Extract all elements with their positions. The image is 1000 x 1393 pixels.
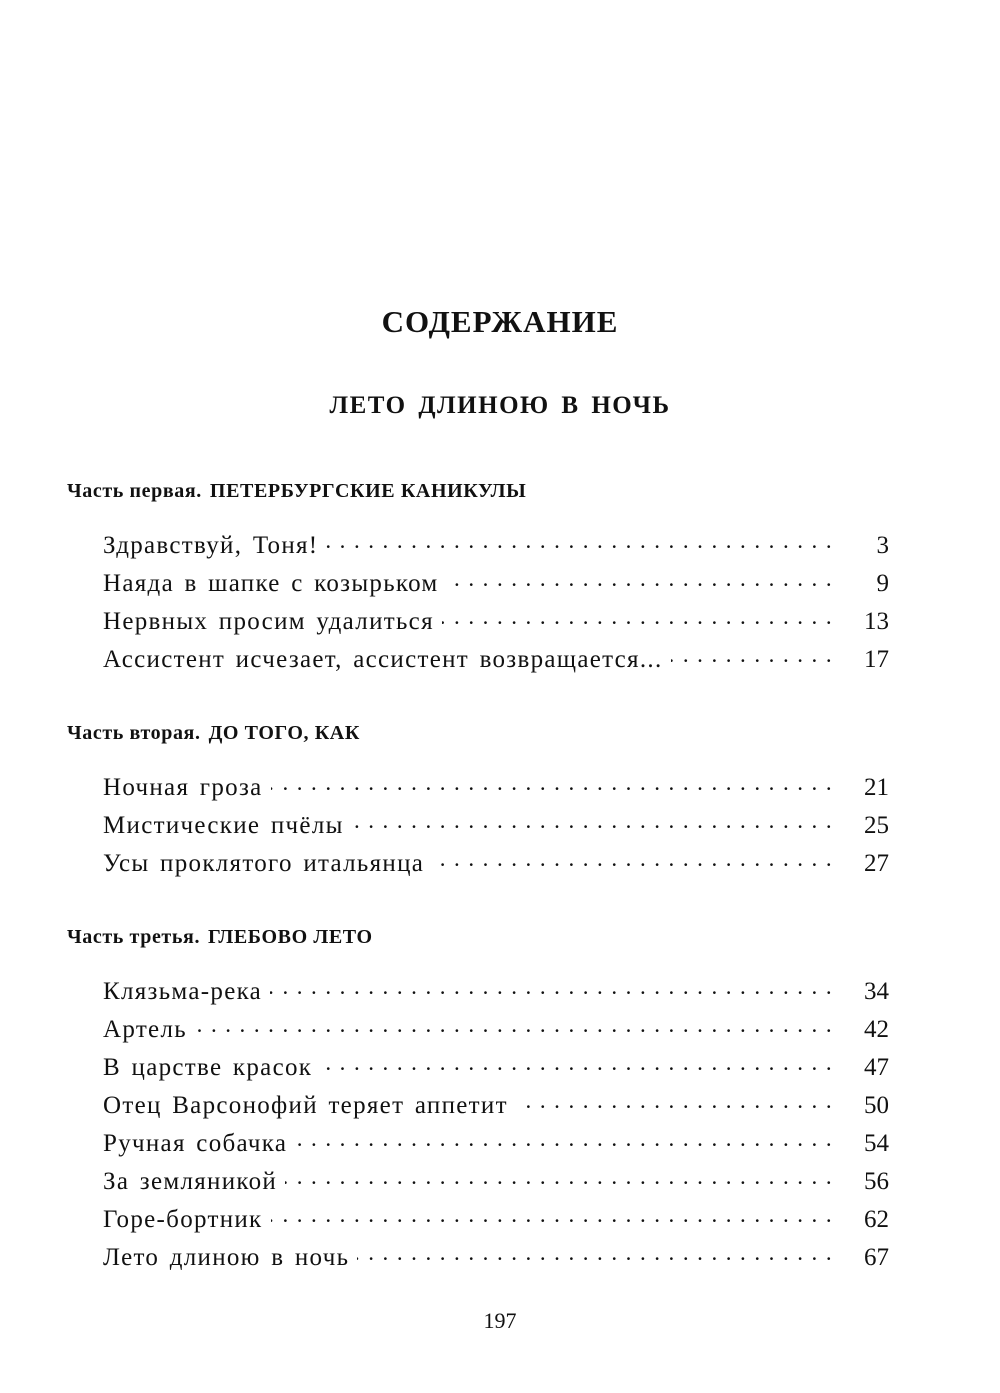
toc-entry[interactable] — [103, 1088, 889, 1126]
toc-entry[interactable] — [103, 1202, 889, 1240]
chapter-page: 47 — [864, 1054, 889, 1081]
chapter-page: 17 — [864, 646, 889, 673]
chapter-page: 3 — [876, 532, 889, 559]
toc-section — [103, 770, 889, 884]
part-heading — [67, 722, 360, 745]
toc-entry[interactable] — [103, 1240, 889, 1278]
chapter-page: 13 — [864, 608, 889, 635]
leader-dots — [271, 770, 833, 795]
toc-entry[interactable] — [103, 1164, 889, 1202]
toc-entry[interactable] — [103, 528, 889, 566]
chapter-page: 67 — [864, 1244, 889, 1271]
chapter-title: Ночная гроза — [103, 774, 263, 801]
toc-entry[interactable] — [103, 770, 889, 808]
chapter-title: За земляникой — [103, 1168, 278, 1195]
chapter-page: 9 — [876, 570, 889, 597]
toc-entry[interactable] — [103, 566, 889, 604]
leader-dots — [271, 1202, 834, 1227]
chapter-page: 54 — [864, 1130, 889, 1157]
toc-entry[interactable] — [103, 1012, 889, 1050]
chapter-page: 56 — [864, 1168, 889, 1195]
chapter-title: Ручная собачка — [103, 1130, 288, 1157]
toc-entry[interactable] — [103, 974, 889, 1012]
chapter-title: Лето длиною в ночь — [103, 1244, 350, 1271]
part-label: Часть вторая. — [67, 722, 201, 744]
chapter-title: Наяда в шапке с козырьком — [103, 570, 439, 597]
leader-dots — [516, 1088, 833, 1113]
chapter-title: Мистические пчёлы — [103, 812, 344, 839]
chapter-page: 25 — [864, 812, 889, 839]
page-title: СОДЕРЖАНИЕ — [381, 304, 619, 339]
toc-section — [103, 974, 889, 1278]
chapter-title: Усы проклятого итальянца — [103, 850, 425, 877]
part-heading — [67, 926, 373, 949]
part-label: Часть третья. — [67, 926, 201, 948]
chapter-page: 34 — [864, 978, 889, 1005]
chapter-page: 62 — [864, 1206, 889, 1233]
toc-entry[interactable] — [103, 808, 889, 846]
part-name: ГЛЕБОВО ЛЕТО — [208, 926, 373, 948]
leader-dots — [295, 1126, 833, 1151]
part-label: Часть первая. — [67, 480, 202, 502]
toc-section — [103, 528, 889, 680]
chapter-title: Клязьма-река — [103, 978, 263, 1005]
chapter-page: 42 — [864, 1016, 889, 1043]
part-name: ДО ТОГО, КАК — [208, 722, 360, 744]
leader-dots — [442, 604, 833, 629]
chapter-title: Горе-бортник — [103, 1206, 263, 1233]
chapter-title: Нервных просим удалиться — [103, 608, 434, 635]
leader-dots — [447, 566, 833, 591]
toc-entry[interactable] — [103, 604, 889, 642]
leader-dots — [270, 974, 833, 999]
toc-entry[interactable] — [103, 1050, 889, 1088]
leader-dots — [432, 846, 833, 871]
leader-dots — [357, 1240, 833, 1265]
leader-dots — [352, 808, 833, 833]
toc-entry[interactable] — [103, 1126, 889, 1164]
chapter-page: 50 — [864, 1092, 889, 1119]
chapter-title: Отец Варсонофий теряет аппетит — [103, 1092, 508, 1119]
leader-dots — [195, 1012, 833, 1037]
leader-dots — [285, 1164, 833, 1189]
leader-dots — [326, 528, 833, 553]
leader-dots — [671, 642, 833, 667]
page-number: 197 — [483, 1308, 517, 1333]
chapter-title: В царстве красок — [103, 1054, 313, 1081]
chapter-title: Артель — [103, 1016, 187, 1043]
leader-dots — [320, 1050, 833, 1075]
chapter-title: Ассистент исчезает, ассистент возвращается... — [103, 646, 663, 673]
book-title: ЛЕТО ДЛИНОЮ В НОЧЬ — [329, 392, 671, 419]
chapter-page: 27 — [864, 850, 889, 877]
toc-entry[interactable] — [103, 642, 889, 680]
part-heading — [67, 480, 526, 503]
toc-entry[interactable] — [103, 846, 889, 884]
chapter-page: 21 — [864, 774, 889, 801]
part-name: ПЕТЕРБУРГСКИЕ КАНИКУЛЫ — [209, 480, 527, 502]
chapter-title: Здравствуй, Тоня! — [103, 532, 319, 559]
